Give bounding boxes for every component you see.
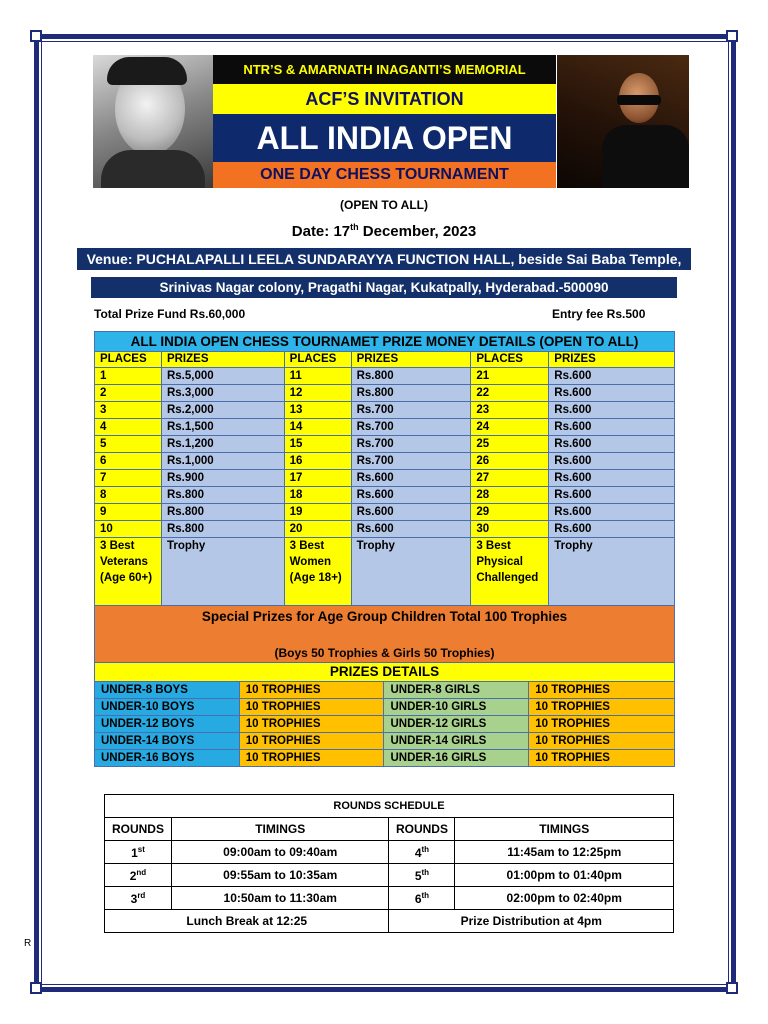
- girls-trophies: 10 TROPHIES: [529, 682, 675, 699]
- prizes-details-heading: PRIZES DETAILS: [95, 663, 675, 682]
- event-date: Date: 17th December, 2023: [291, 222, 477, 240]
- round-timing: 09:55am to 10:35am: [171, 864, 389, 887]
- round-timing: 11:45am to 12:25pm: [455, 841, 674, 864]
- invitation-banner: ACF’S INVITATION: [213, 84, 556, 114]
- boys-trophies: 10 TROPHIES: [239, 699, 384, 716]
- lunch-break: Lunch Break at 12:25: [105, 910, 389, 933]
- special-category-prize: Trophy: [549, 538, 675, 606]
- boys-trophies: 10 TROPHIES: [239, 750, 384, 767]
- round-timing: 09:00am to 09:40am: [171, 841, 389, 864]
- round-number: [105, 864, 172, 887]
- children-prizes-title: Special Prizes for Age Group Children Total 100 Trophies: [201, 609, 568, 624]
- prize-row: [95, 453, 675, 470]
- prize-cell: Rs.600: [351, 470, 471, 487]
- place-cell: 28: [471, 487, 549, 504]
- prize-cell: Rs.600: [351, 521, 471, 538]
- place-cell: 26: [471, 453, 549, 470]
- portrait-photo-left: [93, 55, 213, 188]
- border-corner-top-left: [30, 30, 42, 42]
- round-number-value: 3: [130, 891, 138, 906]
- round-number: [389, 864, 455, 887]
- age-group-row: [95, 682, 675, 699]
- round-timing: 02:00pm to 02:40pm: [455, 887, 674, 910]
- prize-row: [95, 470, 675, 487]
- prize-row: [95, 487, 675, 504]
- special-category-place: 3 Best Women (Age 18+): [284, 538, 351, 606]
- age-group-row: [95, 699, 675, 716]
- prize-cell: Rs.2,000: [161, 402, 284, 419]
- girls-category: UNDER-16 GIRLS: [384, 750, 529, 767]
- children-prizes-subtitle: (Boys 50 Trophies & Girls 50 Trophies): [274, 646, 495, 660]
- prize-cell: Rs.700: [351, 419, 471, 436]
- girls-trophies: 10 TROPHIES: [529, 716, 675, 733]
- boys-category: UNDER-12 BOYS: [95, 716, 240, 733]
- round-number: [105, 841, 172, 864]
- timings-header: TIMINGS: [171, 818, 389, 841]
- total-prize-fund: Total Prize Fund Rs.60,000: [94, 307, 246, 321]
- place-cell: 8: [95, 487, 162, 504]
- prize-row: [95, 385, 675, 402]
- girls-category: UNDER-14 GIRLS: [384, 733, 529, 750]
- open-to-all-note: (OPEN TO ALL): [340, 198, 428, 212]
- place-cell: 20: [284, 521, 351, 538]
- prize-row: [95, 521, 675, 538]
- place-cell: 29: [471, 504, 549, 521]
- girls-category: UNDER-10 GIRLS: [384, 699, 529, 716]
- round-number: [389, 841, 455, 864]
- entry-fee: Entry fee Rs.500: [552, 307, 646, 321]
- place-cell: 30: [471, 521, 549, 538]
- prize-cell: Rs.600: [549, 402, 675, 419]
- prize-cell: Rs.3,000: [161, 385, 284, 402]
- place-cell: 6: [95, 453, 162, 470]
- round-row: [105, 841, 674, 864]
- place-cell: 2: [95, 385, 162, 402]
- age-group-row: [95, 750, 675, 767]
- girls-trophies: 10 TROPHIES: [529, 733, 675, 750]
- age-group-row: [95, 733, 675, 750]
- rounds-schedule-table: [104, 794, 674, 933]
- round-number-value: 4: [414, 845, 422, 860]
- rounds-schedule-title: ROUNDS SCHEDULE: [105, 795, 674, 818]
- event-subtitle: ONE DAY CHESS TOURNAMENT: [213, 162, 556, 188]
- prize-table-title: ALL INDIA OPEN CHESS TOURNAMET PRIZE MONEY DETAILS (OPEN TO ALL): [95, 332, 675, 352]
- prize-cell: Rs.5,000: [161, 368, 284, 385]
- prize-cell: Rs.800: [161, 521, 284, 538]
- round-number-value: 5: [414, 868, 422, 883]
- round-number-value: 1: [131, 845, 138, 860]
- round-number-suffix: th: [421, 890, 430, 900]
- place-cell: 17: [284, 470, 351, 487]
- prize-cell: Rs.600: [351, 487, 471, 504]
- prize-row: [95, 436, 675, 453]
- girls-category: UNDER-12 GIRLS: [384, 716, 529, 733]
- round-number: [389, 887, 455, 910]
- prize-cell: Rs.600: [549, 368, 675, 385]
- prizes-header: PRIZES: [549, 352, 675, 368]
- places-header: PLACES: [95, 352, 162, 368]
- place-cell: 11: [284, 368, 351, 385]
- place-cell: 4: [95, 419, 162, 436]
- place-cell: 23: [471, 402, 549, 419]
- rounds-header: ROUNDS: [105, 818, 172, 841]
- girls-trophies: 10 TROPHIES: [529, 699, 675, 716]
- prize-cell: Rs.800: [161, 487, 284, 504]
- round-timing: 01:00pm to 01:40pm: [455, 864, 674, 887]
- prize-cell: Rs.1,200: [161, 436, 284, 453]
- prize-row: [95, 504, 675, 521]
- place-cell: 18: [284, 487, 351, 504]
- place-cell: 21: [471, 368, 549, 385]
- prize-cell: Rs.600: [549, 521, 675, 538]
- prizes-header: PRIZES: [351, 352, 471, 368]
- prize-cell: Rs.800: [351, 385, 471, 402]
- place-cell: 12: [284, 385, 351, 402]
- round-number-suffix: nd: [136, 867, 147, 877]
- special-category-place: 3 Best Veterans (Age 60+): [95, 538, 162, 606]
- boys-category: UNDER-14 BOYS: [95, 733, 240, 750]
- round-number-suffix: th: [421, 867, 430, 877]
- prize-cell: Rs.600: [549, 470, 675, 487]
- stray-mark: R: [24, 938, 32, 949]
- prize-cell: Rs.600: [549, 504, 675, 521]
- venue-line-1: Venue: PUCHALAPALLI LEELA SUNDARAYYA FUNCTION HALL, beside Sai Baba Temple,: [77, 248, 691, 270]
- place-cell: 3: [95, 402, 162, 419]
- prize-cell: Rs.600: [549, 419, 675, 436]
- place-cell: 25: [471, 436, 549, 453]
- event-title: ALL INDIA OPEN: [213, 114, 556, 162]
- place-cell: 10: [95, 521, 162, 538]
- border-corner-bottom-right: [726, 982, 738, 994]
- prize-cell: Rs.700: [351, 453, 471, 470]
- venue-line-2: Srinivas Nagar colony, Pragathi Nagar, Kukatpally, Hyderabad.-500090: [91, 277, 677, 298]
- place-cell: 1: [95, 368, 162, 385]
- prize-cell: Rs.800: [161, 504, 284, 521]
- place-cell: 16: [284, 453, 351, 470]
- age-group-prizes-table: [94, 681, 675, 767]
- prize-cell: Rs.600: [549, 453, 675, 470]
- border-corner-top-right: [726, 30, 738, 42]
- round-number-suffix: st: [137, 844, 145, 854]
- prize-cell: Rs.600: [549, 436, 675, 453]
- place-cell: 9: [95, 504, 162, 521]
- rounds-header: ROUNDS: [389, 818, 455, 841]
- boys-category: UNDER-8 BOYS: [95, 682, 240, 699]
- place-cell: 14: [284, 419, 351, 436]
- prize-row: [95, 368, 675, 385]
- special-category-row: [95, 538, 675, 606]
- children-special-prizes: [95, 606, 675, 663]
- memorial-banner: NTR’S & AMARNATH INAGANTI’S MEMORIAL: [213, 55, 556, 84]
- timings-header: TIMINGS: [455, 818, 674, 841]
- place-cell: 22: [471, 385, 549, 402]
- round-number-value: 2: [129, 868, 137, 883]
- prizes-header: PRIZES: [161, 352, 284, 368]
- prize-row: [95, 402, 675, 419]
- place-cell: 7: [95, 470, 162, 487]
- girls-trophies: 10 TROPHIES: [529, 750, 675, 767]
- special-category-prize: Trophy: [351, 538, 471, 606]
- boys-category: UNDER-10 BOYS: [95, 699, 240, 716]
- prize-cell: Rs.600: [549, 487, 675, 504]
- place-cell: 27: [471, 470, 549, 487]
- prize-cell: Rs.1,000: [161, 453, 284, 470]
- special-category-place: 3 Best Physical Challenged: [471, 538, 549, 606]
- prize-cell: Rs.600: [351, 504, 471, 521]
- boys-category: UNDER-16 BOYS: [95, 750, 240, 767]
- prize-cell: Rs.900: [161, 470, 284, 487]
- prize-money-table: [94, 331, 675, 682]
- round-row: [105, 864, 674, 887]
- prize-cell: Rs.700: [351, 436, 471, 453]
- round-number-suffix: th: [421, 844, 430, 854]
- round-timing: 10:50am to 11:30am: [171, 887, 389, 910]
- prize-cell: Rs.700: [351, 402, 471, 419]
- place-cell: 15: [284, 436, 351, 453]
- boys-trophies: 10 TROPHIES: [239, 682, 384, 699]
- boys-trophies: 10 TROPHIES: [239, 716, 384, 733]
- border-corner-bottom-left: [30, 982, 42, 994]
- place-cell: 5: [95, 436, 162, 453]
- prize-row: [95, 419, 675, 436]
- special-category-prize: Trophy: [161, 538, 284, 606]
- prize-cell: Rs.800: [351, 368, 471, 385]
- round-number: [105, 887, 172, 910]
- age-group-row: [95, 716, 675, 733]
- place-cell: 13: [284, 402, 351, 419]
- place-cell: 24: [471, 419, 549, 436]
- place-cell: 19: [284, 504, 351, 521]
- prize-cell: Rs.1,500: [161, 419, 284, 436]
- round-row: [105, 887, 674, 910]
- prize-distribution: Prize Distribution at 4pm: [389, 910, 674, 933]
- girls-category: UNDER-8 GIRLS: [384, 682, 529, 699]
- places-header: PLACES: [284, 352, 351, 368]
- prize-cell: Rs.600: [549, 385, 675, 402]
- places-header: PLACES: [471, 352, 549, 368]
- portrait-photo-right: [557, 55, 689, 188]
- boys-trophies: 10 TROPHIES: [239, 733, 384, 750]
- round-number-suffix: rd: [137, 890, 146, 900]
- round-number-value: 6: [414, 891, 422, 906]
